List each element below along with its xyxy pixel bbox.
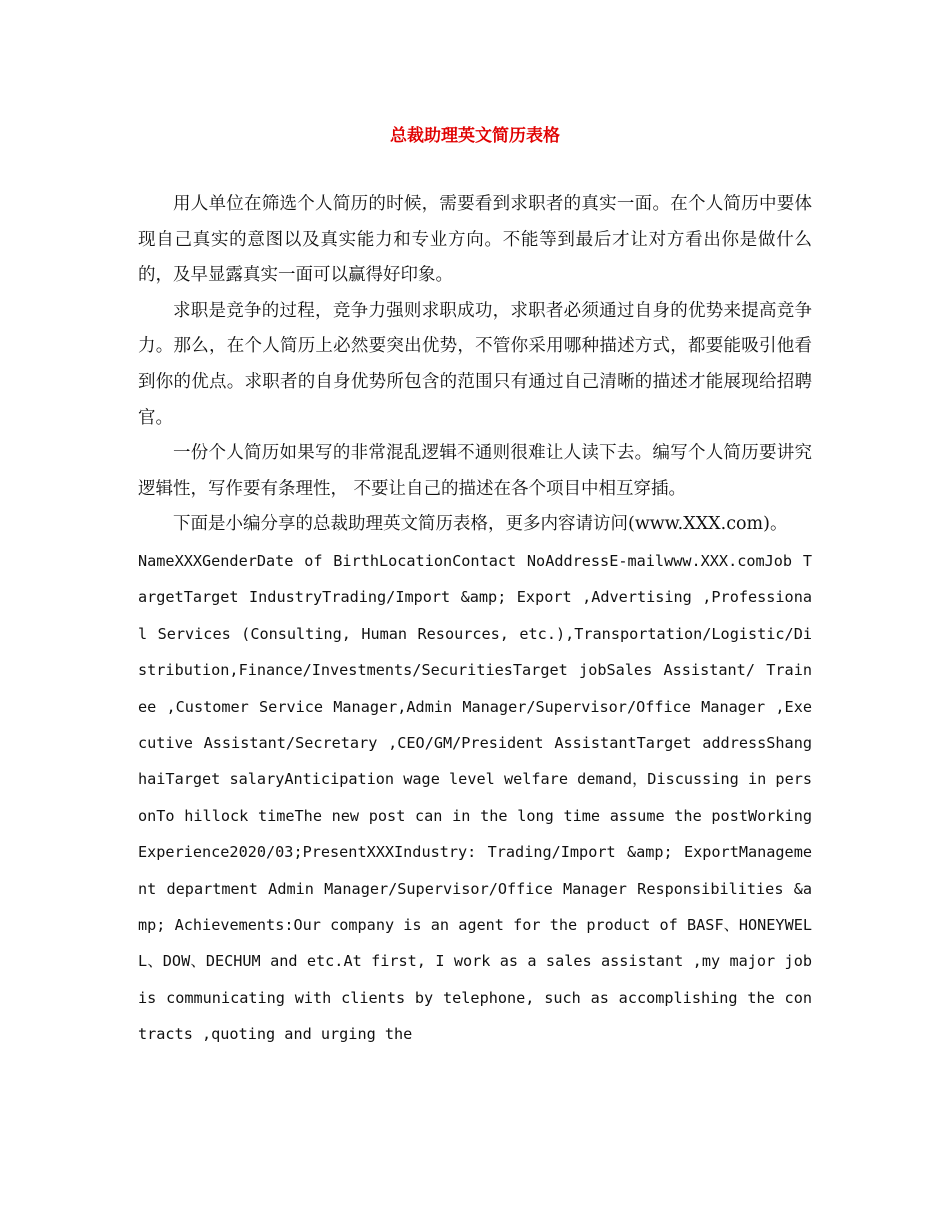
document-title: 总裁助理英文简历表格 — [390, 126, 560, 146]
intro-paragraph-4: 下面是小编分享的总裁助理英文简历表格，更多内容请访问(www.XXX.com)。 — [173, 514, 788, 535]
intro-paragraph-2: 求职是竞争的过程，竞争力强则求职成功，求职者必须通过自身的优势来提高竞争力。那么，在个人简历上必然要突出优势，不管你采用哪种描述方式，都要能吸引他看到你的优点。求职者的自身优势所包含的范围只有通过自己清晰的描述才能展现给招聘官。 — [138, 300, 812, 428]
resume-table-text: NameXXXGenderDate of BirthLocationContact NoAddressE-mailwww.XXX.comJob TargetTarget IndustryTrading/Import &amp; Export ,Advertising ,Professional Services (Consulting, Human Resources, etc.),Transportation/Logistic/Distribution,Finance/Investments/SecuritiesTarget jobSales Assistant/ Trainee ,Customer Service Manager,Admin Manager/Supervisor/Office Manager ,Executive Assistant/Secretary ,CEO/GM/President AssistantTarget addressShanghaiTarget salaryAnticipation wage level welfare demand，Discussing in personTo hillock timeThe new post can in the long time assume the postWorking Experience2020/03;PresentXXXIndustry: Trading/Import &amp; ExportManagement department Admin Manager/Supervisor/Office Manager Responsibilities &amp; Achievements:Our company is an agent for the product of BASF、HONEYWELL、DOW、DECHUM and etc.At first, I work as a sales assistant ,my major job is communicating with clients by telephone, such as accomplishing the contracts ,quoting and urging the — [138, 551, 812, 1044]
document-body — [138, 187, 812, 1053]
intro-paragraph-1: 用人单位在筛选个人简历的时候，需要看到求职者的真实一面。在个人简历中要体现自己真实的意图以及真实能力和专业方向。不能等到最后才让对方看出你是做什么的，及早显露真实一面可以赢得好印象。 — [138, 194, 812, 286]
intro-paragraph-3: 一份个人简历如果写的非常混乱逻辑不通则很难让人读下去。编写个人简历要讲究逻辑性，写作要有条理性， 不要让自己的描述在各个项目中相互穿插。 — [138, 443, 812, 499]
